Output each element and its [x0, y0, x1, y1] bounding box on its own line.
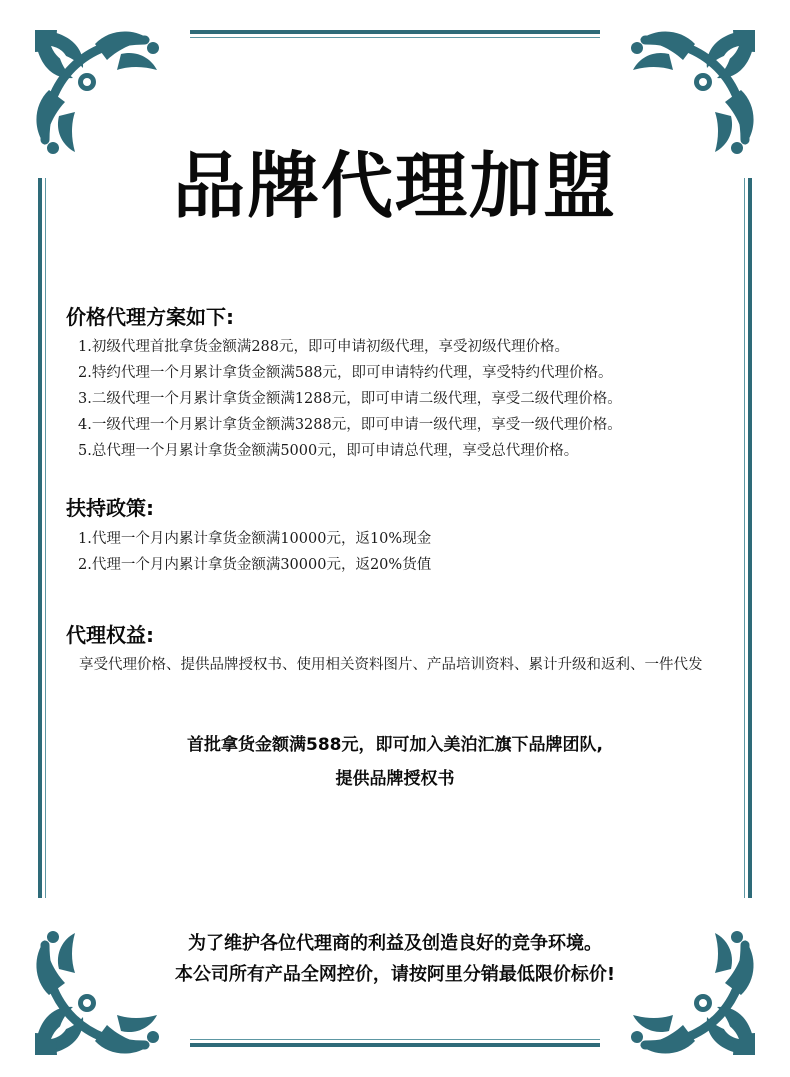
pricing-heading: 价格代理方案如下:: [66, 305, 234, 329]
support-item: 1.代理一个月内累计拿货金额满10000元，返10%现金: [78, 531, 432, 547]
frame-right-line: [748, 178, 752, 898]
support-heading: 扶持政策:: [66, 496, 154, 520]
support-item: 2.代理一个月内累计拿货金额满30000元，返20%货值: [78, 557, 432, 573]
frame-top-line-inner: [190, 37, 600, 38]
pricing-item: 3.二级代理一个月累计拿货金额满1288元，即可申请二级代理，享受二级代理价格。: [78, 391, 622, 407]
pricing-item: 5.总代理一个月累计拿货金额满5000元，即可申请总代理，享受总代理价格。: [78, 443, 579, 459]
pricing-item: 4.一级代理一个月累计拿货金额满3288元，即可申请一级代理，享受一级代理价格。: [78, 417, 622, 433]
pricing-item: 1.初级代理首批拿货金额满288元，即可申请初级代理，享受初级代理价格。: [78, 339, 570, 355]
pricing-item: 2.特约代理一个月累计拿货金额满588元，即可申请特约代理，享受特约代理价格。: [78, 365, 613, 381]
notice-line-2: 提供品牌授权书: [335, 769, 455, 789]
page-title: 品牌代理加盟: [172, 144, 617, 228]
frame-bottom-line-inner: [190, 1039, 600, 1040]
rights-text: 享受代理价格、提供品牌授权书、使用相关资料图片、产品培训资料、累计升级和返利、一件代发: [79, 657, 703, 673]
footer-line-2: 本公司所有产品全网控价，请按阿里分销最低限价标价!: [174, 964, 616, 985]
footer-line-1: 为了维护各位代理商的利益及创造良好的竞争环境。: [188, 933, 602, 954]
frame-top-line: [190, 30, 600, 34]
frame-bottom-line: [190, 1043, 600, 1047]
frame-left-line: [38, 178, 42, 898]
frame-left-line-inner: [45, 178, 46, 898]
rights-heading: 代理权益:: [66, 623, 154, 647]
pricing-list: [78, 334, 622, 464]
support-list: [78, 526, 431, 578]
notice-line-1: 首批拿货金额满588元，即可加入美泊汇旗下品牌团队,: [187, 735, 603, 755]
frame-right-line-inner: [744, 178, 745, 898]
